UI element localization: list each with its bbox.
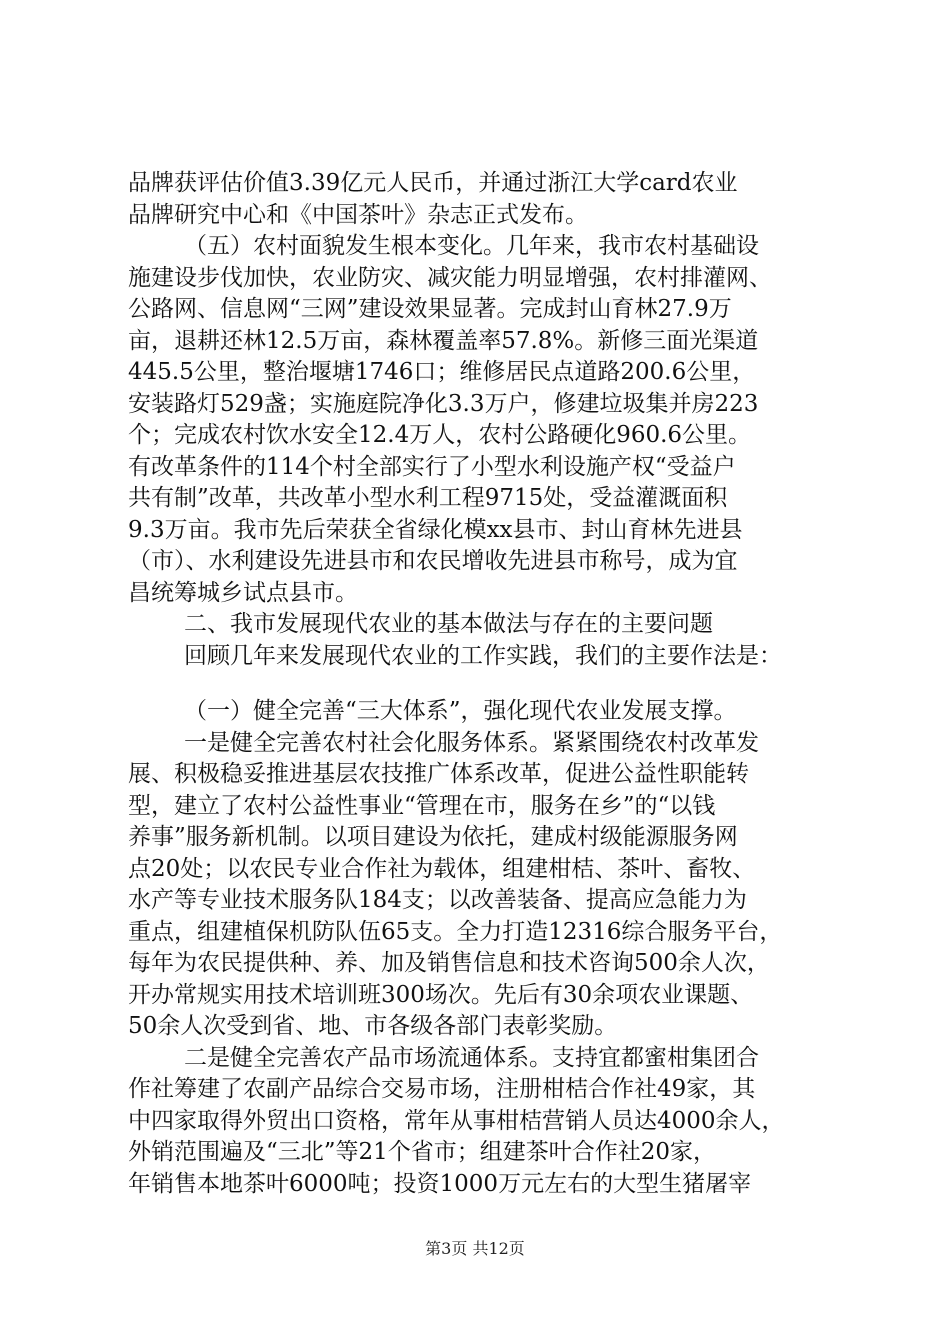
section-heading-2: 二、我市发展现代农业的基本做法与存在的主要问题 (184, 611, 713, 637)
text-line: 二是健全完善农产品市场流通体系。支持宜都蜜柑集团合 (184, 1044, 759, 1071)
text-line: 品牌研究中心和《中国茶叶》杂志正式发布。 (128, 201, 588, 228)
text-line: （市）、水利建设先进县市和农民增收先进县市称号，成为宜 (128, 548, 738, 574)
text-line: 50余人次受到省、地、市各级各部门表彰奖励。 (128, 1013, 618, 1039)
text-line: 施建设步伐加快，农业防灾、减灾能力明显增强，农村排灌网、 (128, 264, 772, 291)
paragraph-gap (128, 672, 828, 696)
text-line: 昌统筹城乡试点县市。 (128, 579, 358, 606)
text-line: 水产等专业技术服务队184支；以改善装备、提高应急能力为 (128, 887, 747, 913)
text-line: 外销范围遍及“三北”等21个省市；组建茶叶合作社20家， (128, 1139, 717, 1165)
text-line: 共有制”改革，共改革小型水利工程9715处，受益灌溉面积 (128, 485, 728, 511)
text-line: 展、积极稳妥推进基层农技推广体系改革，促进公益性职能转 (128, 761, 749, 787)
text-line: 回顾几年来发展现代农业的工作实践，我们的主要作法是： (184, 642, 782, 669)
text-line: 有改革条件的114个村全部实行了小型水利设施产权“受益户 (128, 453, 736, 480)
text-line: 作社筹建了农副产品综合交易市场，注册柑桔合作社49家，其 (128, 1076, 756, 1102)
text-line: 每年为农民提供种、养、加及销售信息和技术咨询500余人次， (128, 950, 770, 976)
text-line: 9.3万亩。我市先后荣获全省绿化模xx县市、封山育林先进县 (128, 516, 743, 543)
text-line: 中四家取得外贸出口资格，常年从事柑桔营销人员达4000余人， (128, 1107, 785, 1134)
text-line: 个；完成农村饮水安全12.4万人，农村公路硬化960.6公里。 (128, 422, 752, 448)
text-line: 重点，组建植保机防队伍65支。全力打造12316综合服务平台， (128, 918, 783, 945)
text-line: 445.5公里，整治堰塘1746口；维修居民点道路200.6公里， (128, 359, 756, 385)
text-line: 公路网、信息网“三网”建设效果显著。完成封山育林27.9万 (128, 296, 732, 322)
text-line: 安装路灯529盏；实施庭院净化3.3万户，修建垃圾集并房223 (128, 390, 759, 417)
text-line: 养事”服务新机制。以项目建设为依托，建成村级能源服务网 (128, 824, 738, 850)
text-line: 品牌获评估价值3.39亿元人民币，并通过浙江大学card农业 (128, 170, 738, 196)
text-line: 型，建立了农村公益性事业“管理在市，服务在乡”的“以钱 (128, 792, 716, 819)
text-line: 点20处；以农民专业合作社为载体，组建柑桔、茶叶、畜牧、 (128, 855, 756, 882)
page-number-footer: 第3页 共12页 (425, 1239, 525, 1258)
text-line: 开办常规实用技术培训班300场次。先后有30余项农业课题、 (128, 981, 754, 1008)
section-heading-5: （五）农村面貌发生根本变化。几年来，我市农村基础设 (184, 233, 759, 259)
text-line: 一是健全完善农村社会化服务体系。紧紧围绕农村改革发 (184, 729, 759, 756)
section-heading-1: （一）健全完善“三大体系”，强化现代农业发展支撑。 (184, 698, 737, 724)
document-body (128, 168, 828, 1200)
text-line: 年销售本地茶叶6000吨；投资1000万元左右的大型生猪屠宰 (128, 1170, 752, 1197)
text-line: 亩，退耕还林12.5万亩，森林覆盖率57.8%。新修三面光渠道 (128, 327, 759, 354)
